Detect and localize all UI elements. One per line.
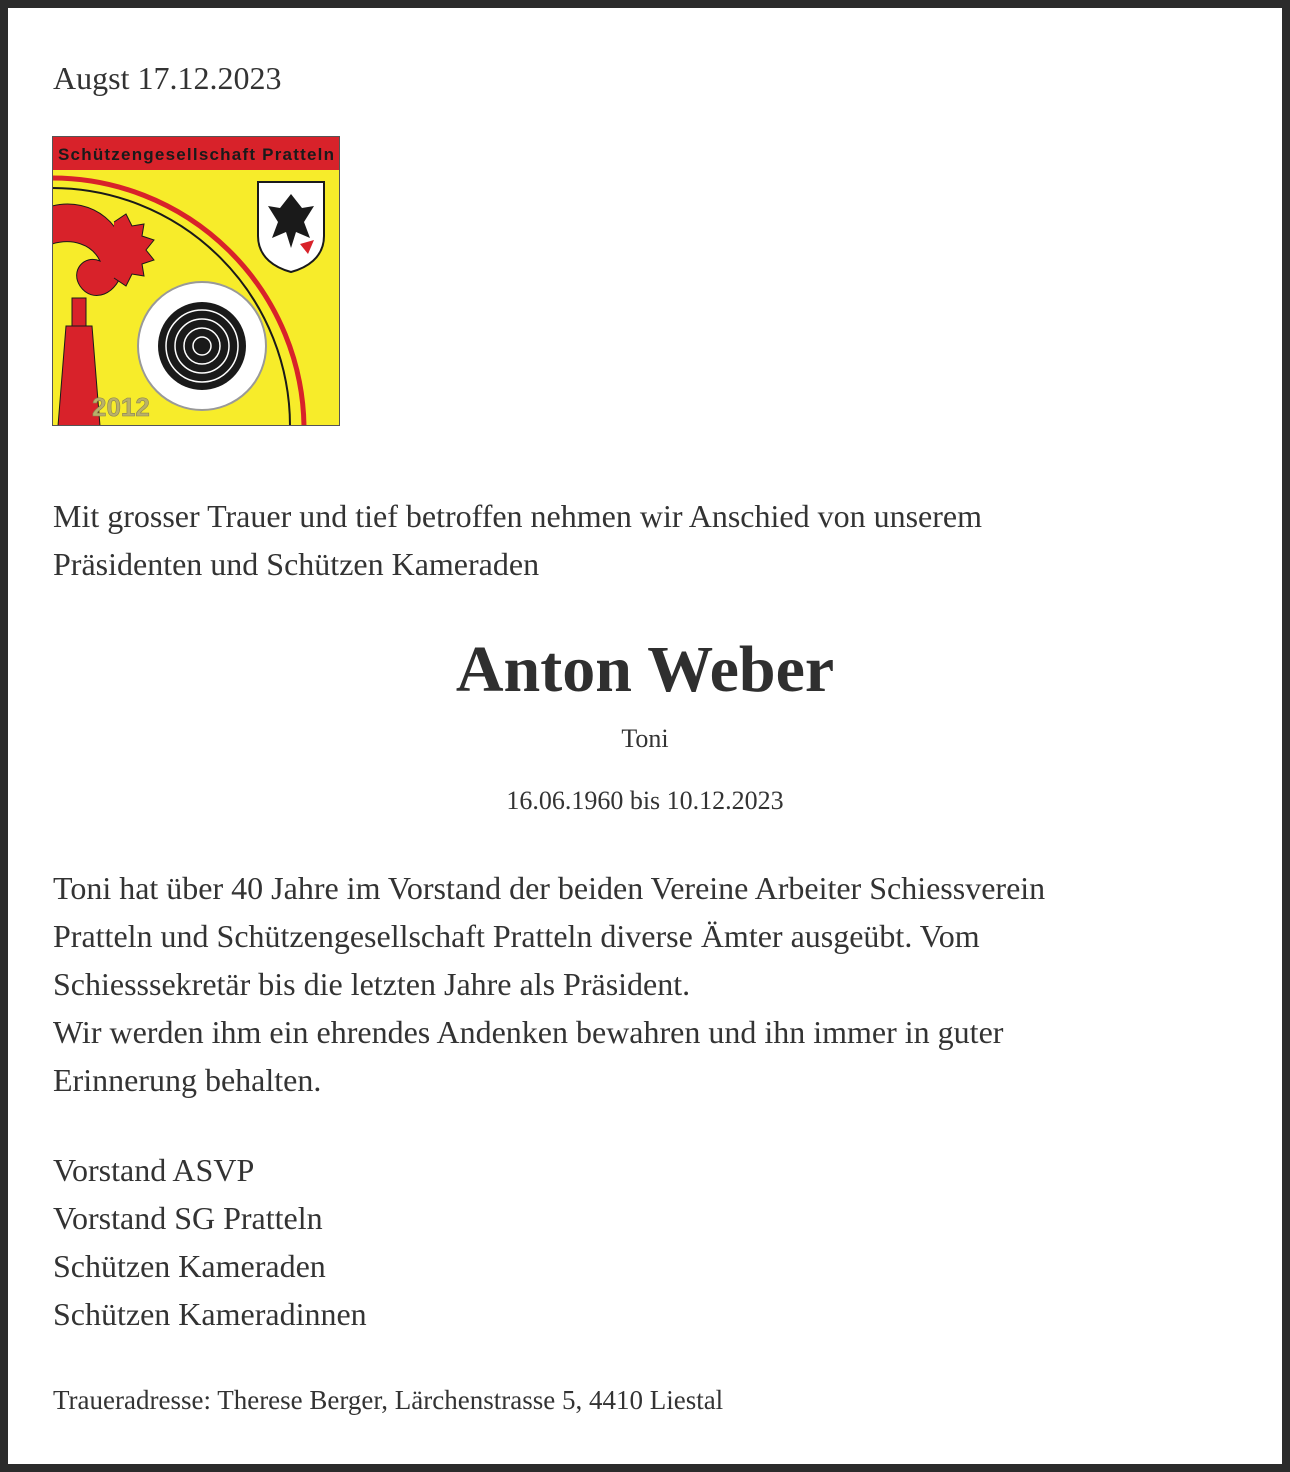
deceased-nickname: Toni xyxy=(621,724,669,753)
logo-text: Schützengesellschaft Pratteln xyxy=(58,145,334,164)
signature-line: Vorstand SG Pratteln xyxy=(53,1200,323,1236)
body-line: Schiesssekretär bis die letzten Jahre als Präsident. xyxy=(53,966,691,1002)
life-dates: 16.06.1960 bis 10.12.2023 xyxy=(506,786,784,815)
logo-year: 2012 xyxy=(92,392,150,422)
place-date: Augst 17.12.2023 xyxy=(53,60,282,96)
intro-line: Präsidenten und Schützen Kameraden xyxy=(53,546,540,582)
body-line: Toni hat über 40 Jahre im Vorstand der beiden Vereine Arbeiter Schiessverein xyxy=(53,870,1046,906)
signature-line: Vorstand ASVP xyxy=(53,1152,255,1188)
signature-line: Schützen Kameradinnen xyxy=(53,1296,367,1332)
body-line: Erinnerung behalten. xyxy=(53,1062,322,1098)
body-line: Pratteln und Schützengesellschaft Pratteln diverse Ämter ausgeübt. Vom xyxy=(53,918,980,954)
signature-list xyxy=(53,1146,853,1338)
target-icon xyxy=(138,282,266,410)
body-line: Wir werden ihm ein ehrendes Andenken bewahren und ihn immer in guter xyxy=(53,1014,1004,1050)
body-text xyxy=(53,864,1233,1104)
intro-line: Mit grosser Trauer und tief betroffen nehmen wir Anschied von unserem xyxy=(53,498,982,534)
mourning-address: Traueradresse: Therese Berger, Lärchenstrasse 5, 4410 Liestal xyxy=(53,1385,724,1415)
deceased-name: Anton Weber xyxy=(455,633,835,706)
signature-line: Schützen Kameraden xyxy=(53,1248,326,1284)
coat-of-arms-icon xyxy=(258,182,324,272)
intro-text xyxy=(53,492,1233,588)
club-logo xyxy=(52,136,340,426)
